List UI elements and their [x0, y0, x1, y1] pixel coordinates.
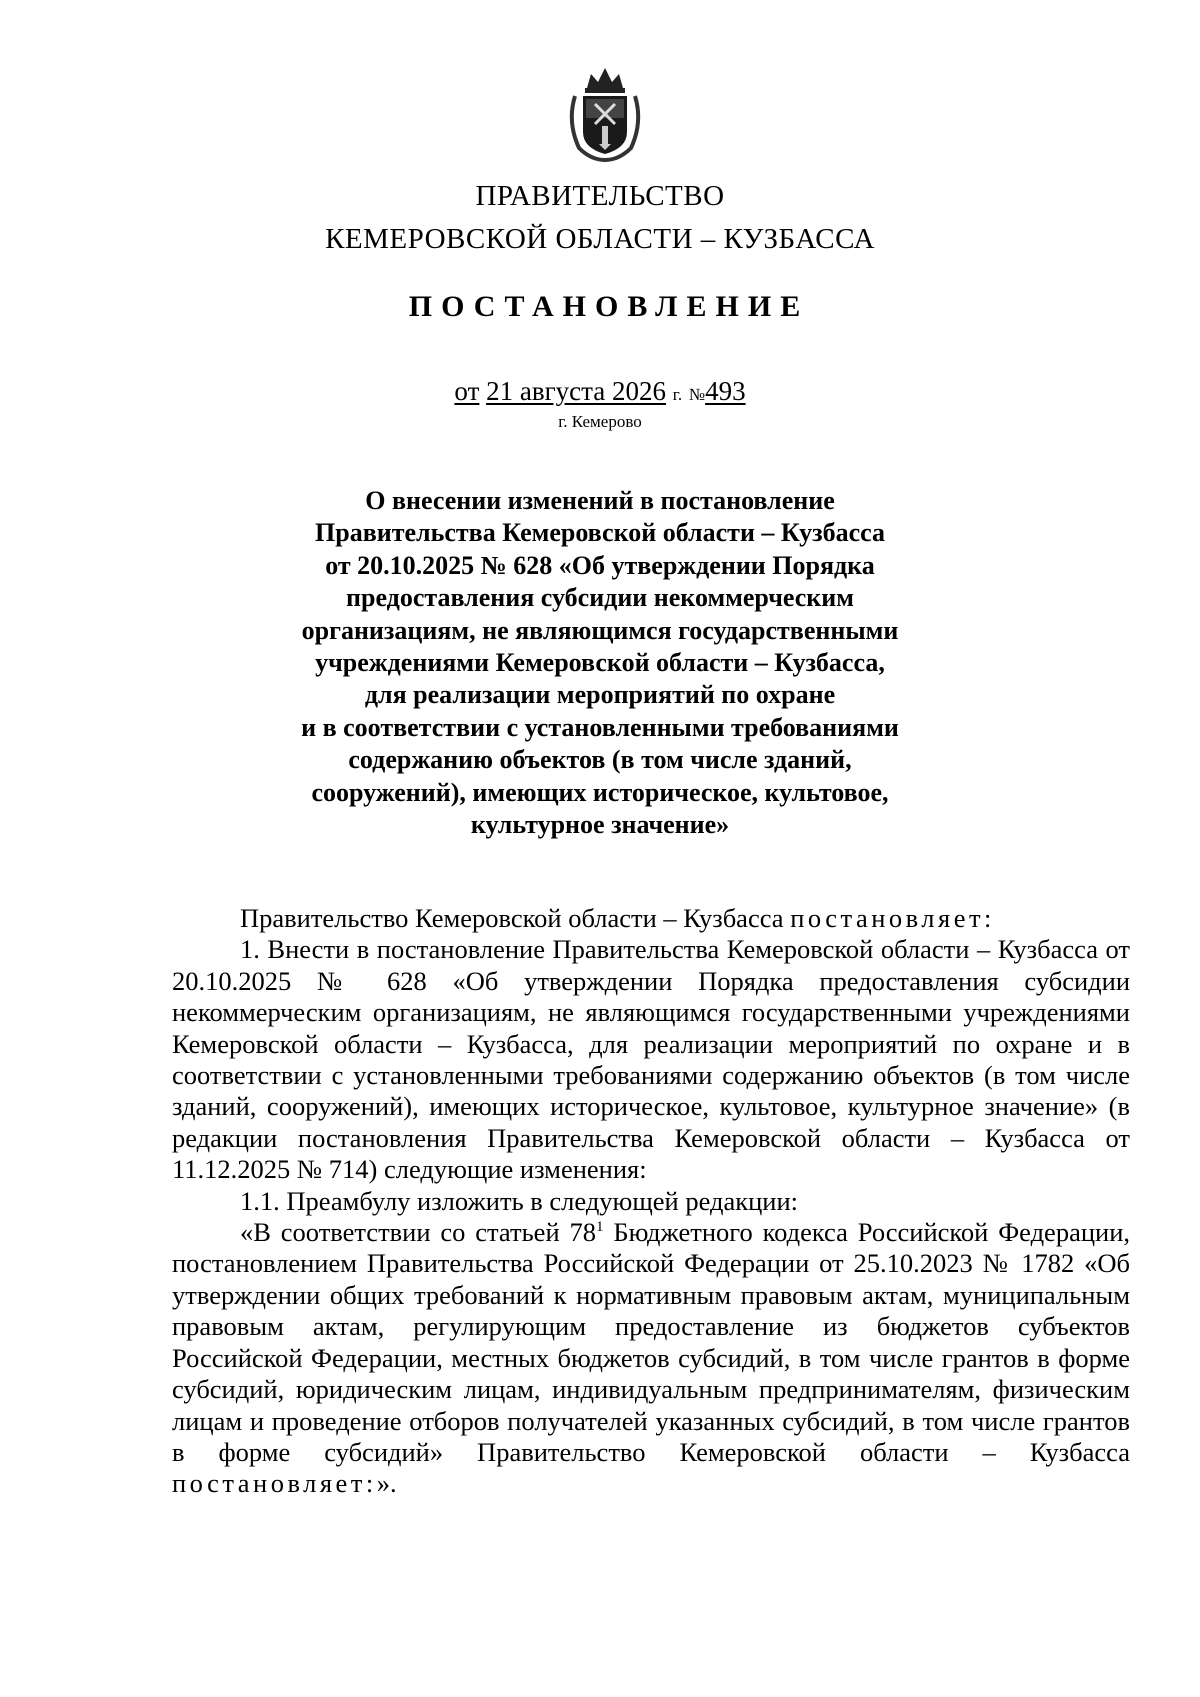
date-prefix: от	[454, 376, 480, 406]
city-name: г. Кемерово	[558, 412, 642, 431]
article-superscript: 1	[596, 1219, 604, 1236]
subject-line: для реализации мероприятий по охране	[364, 680, 836, 710]
subject-line: О внесении изменений в постановление	[365, 486, 835, 515]
year-suffix: г.	[672, 385, 683, 404]
document-date: 21 августа 2026	[486, 376, 667, 406]
date-number-line	[0, 376, 1200, 407]
coat-of-arms-icon	[565, 62, 645, 162]
quote-verb: постановляет:	[172, 1468, 377, 1499]
item-1-paragraph: 1. Внести в постановление Правительства Кемеровской области – Кузбасса от 20.10.2025 № 628 «Об утверждении Порядка предоставления субсидии некоммерческим организациям, не являющимся государственными учреждениями Кемеровской области – Кузбасса, для реализации мероприятий по охране и в соответствии с установленными требованиями содержанию объектов (в том числе зданий, сооружений), имеющих историческое, культовое, культурное значение» (в редакции постановления Правительства Кемеровской области – Кузбасса от 11.12.2025 № 714) следующие изменения:	[172, 934, 1130, 1185]
subject-line: и в соответствии с установленными требованиями	[301, 712, 899, 742]
quote-end: ».	[376, 1468, 397, 1499]
number-sign: №	[688, 385, 706, 404]
subject-line: сооружений), имеющих историческое, культовое,	[311, 777, 889, 807]
subject-line: учреждениями Кемеровской области – Кузбасса,	[315, 648, 885, 678]
organization-name-line1: ПРАВИТЕЛЬСТВО	[475, 180, 725, 212]
organization-name-line2: КЕМЕРОВСКОЙ ОБЛАСТИ – КУЗБАССА	[325, 223, 875, 255]
item-1-1-paragraph: 1.1. Преамбулу изложить в следующей редакции:	[240, 1185, 799, 1216]
subject-line: Правительства Кемеровской области – Кузбасса	[315, 518, 885, 548]
quote-text: Бюджетного кодекса Российской Федерации, постановлением Правительства Российской Федерации от 25.10.2023 № 1782 «Об утверждении общих требований к нормативным правовым актам, муниципальным правовым актам, регулирующим предоставление из бюджетов субъектов Российской Федерации, местных бюджетов субсидий, в том числе грантов в форме субсидий, юридическим лицам, индивидуальным предпринимателям, физическим лицам и проведение отборов получателей указанных субсидий, в том числе грантов в форме субсидий» Правительство Кемеровской области – Кузбасса	[172, 1217, 1131, 1467]
document-number: 493	[705, 376, 746, 406]
subject-line: содержанию объектов (в том числе зданий,	[348, 745, 852, 775]
subject-line: организациям, не являющимся государственными	[301, 615, 899, 645]
intro-text: Правительство Кемеровской области – Кузбасса	[240, 903, 784, 933]
quote-paragraph	[172, 1217, 1130, 1500]
intro-paragraph	[172, 903, 1130, 934]
document-body	[172, 903, 1130, 1500]
quote-start: «В соответствии со статьей 78	[240, 1217, 596, 1248]
document-type-title: ПОСТАНОВЛЕНИЕ	[408, 290, 810, 323]
document-subject	[270, 485, 930, 841]
intro-verb: постановляет:	[790, 903, 995, 933]
subject-line: от 20.10.2025 № 628 «Об утверждении Порядка	[325, 550, 875, 580]
subject-line: культурное значение»	[470, 810, 730, 840]
subject-line: предоставления субсидии некоммерческим	[346, 583, 854, 613]
